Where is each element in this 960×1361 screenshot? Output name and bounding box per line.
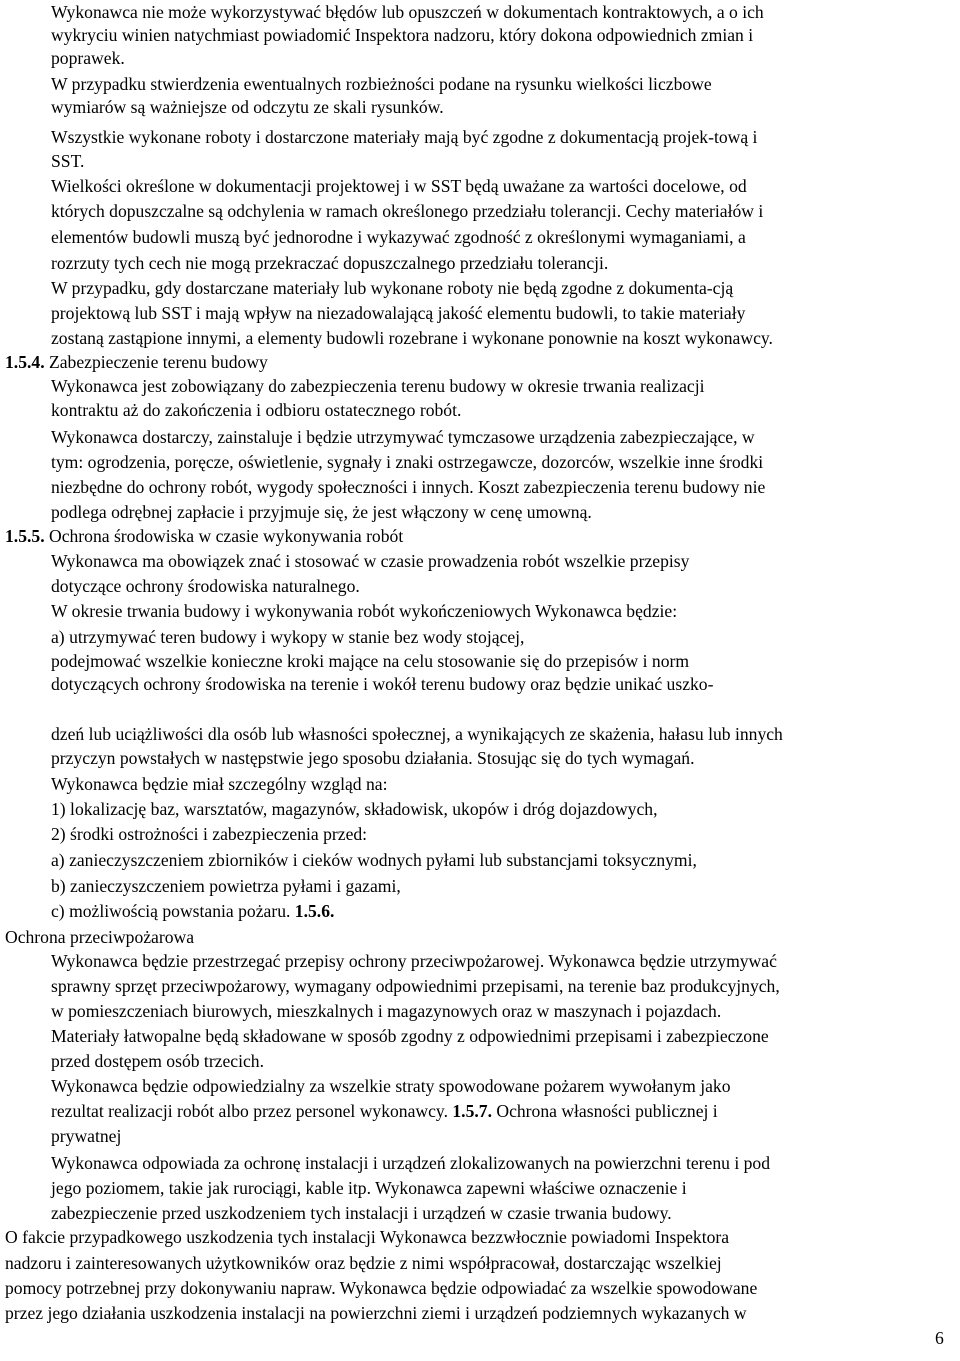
text-line: dotyczące ochrony środowiska naturalnego. (51, 576, 360, 596)
text-line: b) zanieczyszczeniem powietrza pyłami i gazami, (51, 876, 401, 896)
text-line (51, 899, 334, 923)
section-title: Ochrona przeciwpożarowa (5, 927, 195, 947)
text-line: poprawek. (51, 48, 125, 68)
text-line: Wszystkie wykonane roboty i dostarczone materiały mają być zgodne z dokumentacją projek-tową i (51, 127, 758, 147)
text-line: Wykonawca będzie przestrzegać przepisy ochrony przeciwpożarowej. Wykonawca będzie utrzymywać (51, 951, 777, 971)
section-title-continued: prywatnej (51, 1126, 122, 1146)
text-segment: rezultat realizacji robót albo przez personel wykonawcy. (51, 1101, 453, 1121)
text-line: a) utrzymywać teren budowy i wykopy w stanie bez wody stojącej, (51, 627, 525, 647)
text-line: Wykonawca odpowiada za ochronę instalacji i urządzeń zlokalizowanych na powierzchni terenu i pod (51, 1153, 771, 1173)
text-line: wykryciu winien natychmiast powiadomić Inspektora nadzoru, który dokona odpowiednich zmian i (51, 25, 754, 45)
text-line: a) zanieczyszczeniem zbiorników i cieków wodnych pyłami lub substancjami toksycznymi, (51, 850, 697, 870)
text-line: Wykonawca ma obowiązek znać i stosować w czasie prowadzenia robót wszelkie przepisy (51, 551, 690, 571)
text-line: Wykonawca dostarczy, zainstaluje i będzie utrzymywać tymczasowe urządzenia zabezpieczające, w (51, 427, 755, 447)
text-line: 1) lokalizację baz, warsztatów, magazynów, składowisk, ukopów i dróg dojazdowych, (51, 799, 658, 819)
text-line: przez jego działania uszkodzenia instalacji na powierzchni ziemi i urządzeń podziemnych wykazanych w (5, 1303, 747, 1323)
section-heading-1-5-5 (5, 524, 403, 548)
text-line: SST. (51, 151, 85, 171)
text-line: rozrzuty tych cech nie mogą przekraczać dopuszczalnego przedziału tolerancji. (51, 253, 609, 273)
text-line: W okresie trwania budowy i wykonywania robót wykończeniowych Wykonawca będzie: (51, 601, 678, 621)
text-line: sprawny sprzęt przeciwpożarowy, wymagany odpowiednimi przepisami, na terenie baz produkcyjnych, (51, 976, 780, 996)
section-title: Zabezpieczenie terenu budowy (44, 352, 268, 372)
text-line: dotyczących ochrony środowiska na terenie i wokół terenu budowy oraz będzie unikać uszko- (51, 674, 714, 694)
text-line: przed dostępem osób trzecich. (51, 1051, 264, 1071)
text-line: zostaną zastąpione innymi, a elementy budowli rozebrane i wykonane ponownie na koszt wykonawcy. (51, 328, 773, 348)
text-line (51, 1099, 718, 1123)
text-line: Wykonawca będzie miał szczególny wzgląd na: (51, 774, 388, 794)
text-line: projektową lub SST i mają wpływ na niezadowalającą jakość elementu budowli, to takie materiały (51, 303, 746, 323)
text-line: których dopuszczalne są odchylenia w ramach określonego przedziału tolerancji. Cechy materiałów i (51, 201, 764, 221)
text-line: 2) środki ostrożności i zabezpieczenia przed: (51, 824, 368, 844)
text-line: tym: ogrodzenia, poręcze, oświetlenie, sygnały i znaki ostrzegawcze, dozorców, wszelkie inne środki (51, 452, 764, 472)
text-line: kontraktu aż do zakończenia i odbioru ostatecznego robót. (51, 400, 462, 420)
text-line: podejmować wszelkie konieczne kroki mające na celu stosowanie się do przepisów i norm (51, 651, 690, 671)
text-line: wymiarów są ważniejsze od odczytu ze skali rysunków. (51, 97, 444, 117)
text-line: Wielkości określone w dokumentacji projektowej i w SST będą uważane za wartości docelowe, od (51, 176, 747, 196)
text-line: elementów budowli muszą być jednorodne i wykazywać zgodność z określonymi wymaganiami, a (51, 227, 746, 247)
text-line: Wykonawca nie może wykorzystywać błędów lub opuszczeń w dokumentach kontraktowych, a o ich (51, 2, 764, 22)
section-number: 1.5.4. (5, 352, 45, 372)
text-line: zabezpieczenie przed uszkodzeniem tych instalacji i urządzeń w czasie trwania budowy. (51, 1203, 672, 1223)
text-line: W przypadku, gdy dostarczane materiały lub wykonane roboty nie będą zgodne z dokumenta-cją (51, 278, 734, 298)
text-line: nadzoru i zainteresowanych użytkowników oraz będzie z nimi współpracował, dostarczając wszelkiej (5, 1253, 722, 1273)
text-line: Wykonawca jest zobowiązany do zabezpieczenia terenu budowy w okresie trwania realizacji (51, 376, 705, 396)
text-line: W przypadku stwierdzenia ewentualnych rozbieżności podane na rysunku wielkości liczbowe (51, 74, 712, 94)
section-title: Ochrona środowiska w czasie wykonywania robót (44, 526, 404, 546)
text-line: Materiały łatwopalne będą składowane w sposób zgodny z odpowiednimi przepisami i zabezpieczone (51, 1026, 769, 1046)
section-number: 1.5.5. (5, 526, 45, 546)
text-line: Wykonawca będzie odpowiedzialny za wszelkie straty spowodowane pożarem wywołanym jako (51, 1076, 731, 1096)
section-number: 1.5.6. (294, 901, 335, 921)
text-line: pomocy potrzebnej przy dokonywaniu napraw. Wykonawca będzie odpowiadać za wszelkie spowodowane (5, 1278, 758, 1298)
section-title: Ochrona własności publicznej i (491, 1101, 718, 1121)
text-line: podlega odrębnej zapłacie i przyjmuje się, że jest włączony w cenę umowną. (51, 502, 592, 522)
page-number: 6 (935, 1328, 944, 1348)
text-line: w pomieszczeniach biurowych, mieszkalnych i magazynowych oraz w maszynach i pojazdach. (51, 1001, 722, 1021)
text-line: niezbędne do ochrony robót, wygody społeczności i innych. Koszt zabezpieczenia terenu budowy nie (51, 477, 766, 497)
text-line: O fakcie przypadkowego uszkodzenia tych instalacji Wykonawca bezzwłocznie powiadomi Inspektora (5, 1227, 730, 1247)
text-line: dzeń lub uciążliwości dla osób lub własności społecznej, a wynikających ze skażenia, hałasu lub innych (51, 724, 783, 744)
text-line: przyczyn powstałych w następstwie jego sposobu działania. Stosując się do tych wymagań. (51, 748, 695, 768)
text-line: jego poziomem, takie jak rurociągi, kable itp. Wykonawca zapewni właściwe oznaczenie i (51, 1178, 687, 1198)
list-item-text: c) możliwością powstania pożaru. (51, 901, 295, 921)
section-heading-1-5-4 (5, 350, 268, 374)
section-number: 1.5.7. (452, 1101, 492, 1121)
